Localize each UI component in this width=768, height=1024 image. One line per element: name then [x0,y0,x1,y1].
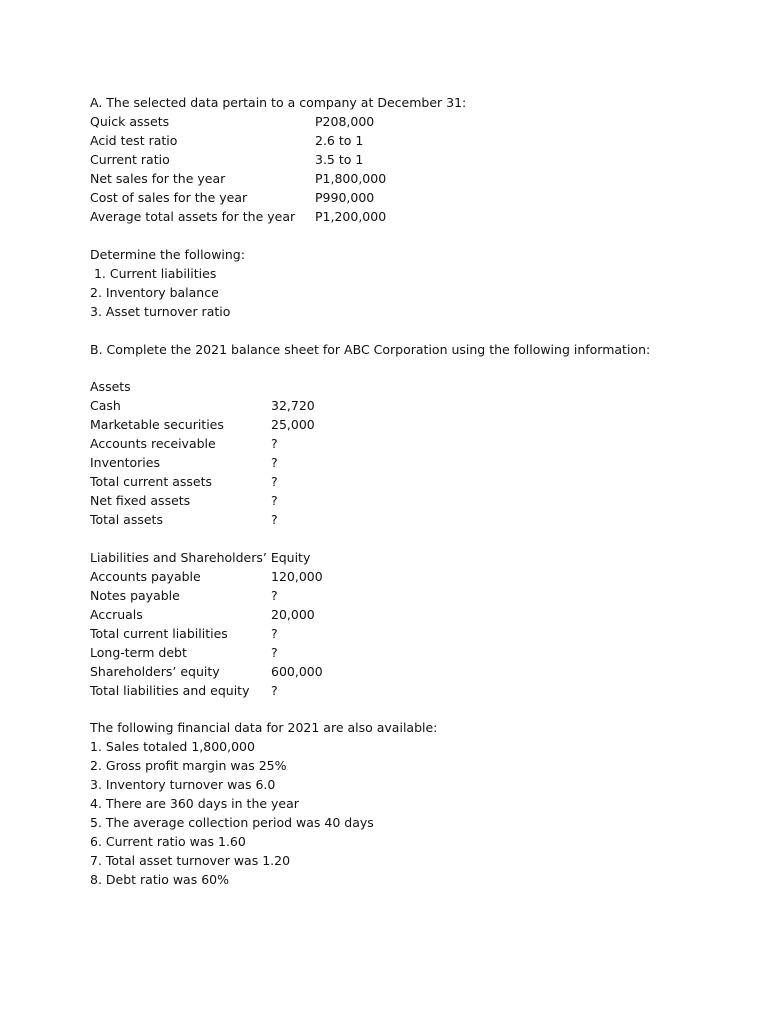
row-value: ? [271,588,278,603]
financial-item: 1. Sales totaled 1,800,000 [90,739,255,754]
question-item: 1. Current liabilities [90,266,217,281]
row-label: Inventories [90,455,160,470]
row-value: ? [271,512,278,527]
financial-item: 3. Inventory turnover was 6.0 [90,777,276,792]
asset-row [90,491,690,510]
row-value: 20,000 [271,607,315,622]
section-a-heading: A. The selected data pertain to a company at December 31: [90,95,467,110]
row-label: Cash [90,398,121,413]
section-a-row [90,207,690,226]
asset-row [90,434,690,453]
financial-data-heading: The following financial data for 2021 are also available: [90,720,438,735]
row-value: ? [271,455,278,470]
row-label: Long-term debt [90,645,187,660]
row-value: 32,720 [271,398,315,413]
row-value: ? [271,626,278,641]
row-value: P1,200,000 [315,209,387,224]
question-item: 3. Asset turnover ratio [90,304,231,319]
liability-row [90,567,690,586]
row-label: Total current liabilities [90,626,228,641]
financial-item: 7. Total asset turnover was 1.20 [90,853,291,868]
financial-item: 2. Gross profit margin was 25% [90,758,287,773]
row-label: Quick assets [90,114,170,129]
row-label: Notes payable [90,588,180,603]
row-label: Acid test ratio [90,133,178,148]
row-value: ? [271,683,278,698]
row-label: Net sales for the year [90,171,226,186]
section-a-row [90,188,690,207]
row-label: Shareholders’ equity [90,664,220,679]
row-value: ? [271,474,278,489]
row-value: ? [271,436,278,451]
liability-row [90,643,690,662]
row-label: Current ratio [90,152,170,167]
row-label: Accounts payable [90,569,201,584]
section-a-row [90,150,690,169]
question-item: 2. Inventory balance [90,285,219,300]
row-value: ? [271,645,278,660]
liability-row [90,586,690,605]
liability-row [90,662,690,681]
asset-row [90,415,690,434]
row-label: Marketable securities [90,417,224,432]
section-b-heading: B. Complete the 2021 balance sheet for ABC Corporation using the following information: [90,342,651,357]
financial-item: 6. Current ratio was 1.60 [90,834,246,849]
row-value: 600,000 [271,664,323,679]
section-a-row [90,131,690,150]
liability-row [90,681,690,700]
liability-row [90,605,690,624]
row-label: Cost of sales for the year [90,190,248,205]
row-value: P1,800,000 [315,171,387,186]
row-label: Total current assets [90,474,213,489]
row-value: ? [271,493,278,508]
row-value: 3.5 to 1 [315,152,364,167]
row-label: Accruals [90,607,143,622]
asset-row [90,453,690,472]
liability-row [90,624,690,643]
determine-heading: Determine the following: [90,247,245,262]
section-a-row [90,169,690,188]
row-label: Average total assets for the year [90,209,296,224]
liabilities-heading: Liabilities and Shareholders’ Equity [90,550,311,565]
financial-item: 8. Debt ratio was 60% [90,872,229,887]
row-value: P208,000 [315,114,375,129]
row-value: 25,000 [271,417,315,432]
row-value: 2.6 to 1 [315,133,364,148]
row-value: P990,000 [315,190,375,205]
row-label: Total assets [90,512,163,527]
asset-row [90,510,690,529]
financial-item: 5. The average collection period was 40 days [90,815,374,830]
row-label: Net fixed assets [90,493,191,508]
assets-heading: Assets [90,379,131,394]
section-a-row [90,112,690,131]
row-value: 120,000 [271,569,323,584]
asset-row [90,396,690,415]
asset-row [90,472,690,491]
row-label: Accounts receivable [90,436,216,451]
row-label: Total liabilities and equity [90,683,250,698]
financial-item: 4. There are 360 days in the year [90,796,299,811]
